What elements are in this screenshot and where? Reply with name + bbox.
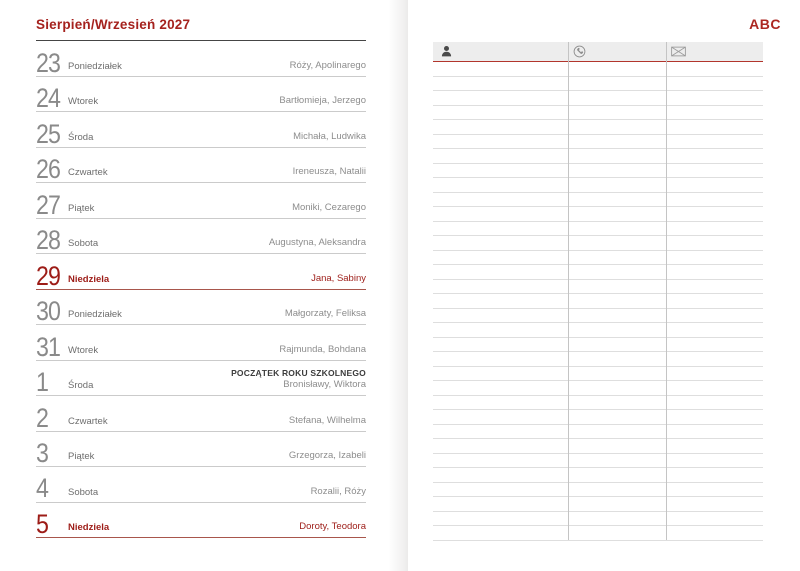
day-number: 23 bbox=[36, 47, 61, 78]
nameday-label: Rajmunda, Bohdana bbox=[279, 343, 366, 355]
ruled-line bbox=[433, 149, 763, 164]
day-row-left bbox=[36, 225, 99, 256]
nameday-label: Róży, Apolinarego bbox=[289, 59, 366, 71]
nameday-label: Małgorzaty, Feliksa bbox=[284, 308, 366, 320]
nameday-label: Doroty, Teodora bbox=[299, 521, 366, 533]
weekday-label: Wtorek bbox=[68, 96, 99, 108]
day-row bbox=[36, 219, 366, 254]
ruled-line bbox=[433, 164, 763, 179]
weekday-label: Środa bbox=[68, 131, 94, 143]
day-number: 2 bbox=[36, 402, 49, 433]
nameday-label: Bronisławy, Wiktora bbox=[283, 379, 366, 391]
weekday-label: Wtorek bbox=[68, 344, 99, 356]
day-row-left bbox=[36, 402, 108, 433]
day-row-left bbox=[36, 47, 122, 78]
ruled-line bbox=[433, 352, 763, 367]
ruled-line bbox=[433, 410, 763, 425]
nameday-label: Rozalii, Róży bbox=[310, 485, 366, 497]
day-row bbox=[36, 254, 366, 289]
day-number: 4 bbox=[36, 473, 49, 504]
day-row bbox=[36, 42, 366, 77]
day-row bbox=[36, 396, 366, 431]
holiday-note: POCZĄTEK ROKU SZKOLNEGO bbox=[231, 368, 366, 379]
day-row-left bbox=[36, 260, 110, 291]
day-row-left bbox=[36, 367, 94, 398]
day-row-left bbox=[36, 154, 108, 185]
ruled-line bbox=[433, 338, 763, 353]
day-row-right bbox=[290, 60, 366, 76]
ruled-line bbox=[433, 91, 763, 106]
day-number: 1 bbox=[36, 367, 49, 398]
name-column-header bbox=[433, 42, 568, 61]
day-row bbox=[36, 183, 366, 218]
column-separator bbox=[666, 42, 667, 540]
day-row bbox=[36, 325, 366, 360]
day-row-right bbox=[292, 202, 366, 218]
day-row-left bbox=[36, 189, 95, 220]
day-row-right bbox=[289, 450, 366, 466]
calendar-header bbox=[36, 0, 366, 41]
ruled-line bbox=[433, 280, 763, 295]
ruled-line bbox=[433, 62, 763, 77]
ruled-line bbox=[433, 309, 763, 324]
nameday-label: Michała, Ludwika bbox=[293, 130, 366, 142]
ruled-line bbox=[433, 207, 763, 222]
weekday-label: Poniedziałek bbox=[68, 309, 122, 321]
day-row-left bbox=[36, 508, 110, 539]
day-row-right bbox=[311, 273, 366, 289]
nameday-label: Jana, Sabiny bbox=[311, 272, 366, 284]
day-row-right bbox=[279, 95, 366, 111]
day-row-right bbox=[269, 237, 366, 253]
day-number: 5 bbox=[36, 508, 49, 539]
day-row bbox=[36, 77, 366, 112]
ruled-line bbox=[433, 193, 763, 208]
calendar-rows bbox=[36, 42, 366, 539]
nameday-label: Bartłomieja, Jerzego bbox=[279, 95, 366, 107]
ruled-line bbox=[433, 468, 763, 483]
ruled-line bbox=[433, 77, 763, 92]
ruled-line bbox=[433, 381, 763, 396]
day-row-right bbox=[299, 521, 366, 537]
weekday-label: Sobota bbox=[68, 486, 99, 498]
day-number: 25 bbox=[36, 118, 61, 149]
ruled-line bbox=[433, 222, 763, 237]
day-row-left bbox=[36, 438, 95, 468]
contact-rules bbox=[433, 62, 763, 541]
day-row-left bbox=[36, 118, 94, 149]
person-icon bbox=[440, 45, 453, 58]
email-column-header bbox=[666, 42, 763, 61]
day-number: 27 bbox=[36, 189, 61, 220]
contacts-page bbox=[408, 0, 800, 571]
weekday-label: Piątek bbox=[68, 202, 95, 214]
day-row-left bbox=[36, 83, 99, 114]
weekday-label: Czwartek bbox=[68, 167, 108, 179]
ruled-line bbox=[433, 526, 763, 541]
weekday-label: Środa bbox=[68, 380, 94, 392]
day-row bbox=[36, 467, 366, 502]
day-number: 28 bbox=[36, 225, 61, 256]
nameday-label: Ireneusza, Natalii bbox=[292, 166, 366, 178]
envelope-icon bbox=[671, 46, 686, 57]
contacts-table bbox=[433, 42, 763, 540]
day-row bbox=[36, 432, 366, 467]
day-number: 29 bbox=[36, 260, 61, 291]
page-title: Sierpień/Wrzesień 2027 bbox=[36, 17, 191, 32]
day-number: 24 bbox=[36, 83, 61, 114]
ruled-line bbox=[433, 236, 763, 251]
weekday-label: Poniedziałek bbox=[68, 60, 122, 72]
phone-column-header bbox=[568, 42, 667, 61]
day-number: 3 bbox=[36, 438, 49, 468]
day-row-left bbox=[36, 331, 99, 362]
day-row-right bbox=[311, 486, 366, 502]
day-row-right bbox=[289, 415, 366, 431]
contacts-table-header bbox=[433, 42, 763, 62]
ruled-line bbox=[433, 483, 763, 498]
day-row bbox=[36, 148, 366, 183]
weekday-label: Czwartek bbox=[68, 415, 108, 427]
day-row-right bbox=[279, 344, 366, 360]
ruled-line bbox=[433, 439, 763, 454]
day-number: 30 bbox=[36, 296, 61, 327]
day-row-right bbox=[231, 368, 366, 395]
nameday-label: Moniki, Cezarego bbox=[292, 201, 366, 213]
section-title: ABC bbox=[749, 16, 781, 32]
day-row bbox=[36, 112, 366, 147]
ruled-line bbox=[433, 178, 763, 193]
ruled-line bbox=[433, 106, 763, 121]
day-row-right bbox=[293, 131, 366, 147]
ruled-line bbox=[433, 367, 763, 382]
day-number: 31 bbox=[36, 331, 61, 362]
day-row bbox=[36, 361, 366, 396]
weekday-label: Niedziela bbox=[68, 273, 110, 285]
nameday-label: Stefana, Wilhelma bbox=[288, 414, 366, 426]
weekday-label: Piątek bbox=[68, 451, 95, 463]
column-separator bbox=[568, 42, 569, 540]
ruled-line bbox=[433, 120, 763, 135]
ruled-line bbox=[433, 497, 763, 512]
ruled-line bbox=[433, 425, 763, 440]
nameday-label: Augustyna, Aleksandra bbox=[268, 237, 366, 249]
day-row-left bbox=[36, 473, 99, 504]
ruled-line bbox=[433, 265, 763, 280]
phone-icon bbox=[573, 45, 586, 58]
ruled-line bbox=[433, 251, 763, 266]
weekday-label: Niedziela bbox=[68, 522, 110, 534]
ruled-line bbox=[433, 323, 763, 338]
ruled-line bbox=[433, 454, 763, 469]
day-row-right bbox=[285, 308, 366, 324]
ruled-line bbox=[433, 396, 763, 411]
weekday-label: Sobota bbox=[68, 238, 99, 250]
nameday-label: Grzegorza, Izabeli bbox=[288, 450, 366, 462]
ruled-line bbox=[433, 294, 763, 309]
ruled-line bbox=[433, 135, 763, 150]
day-number: 26 bbox=[36, 154, 61, 185]
day-row-left bbox=[36, 296, 122, 327]
day-row bbox=[36, 290, 366, 325]
day-row-right bbox=[293, 166, 366, 182]
day-row bbox=[36, 503, 366, 538]
ruled-line bbox=[433, 512, 763, 527]
